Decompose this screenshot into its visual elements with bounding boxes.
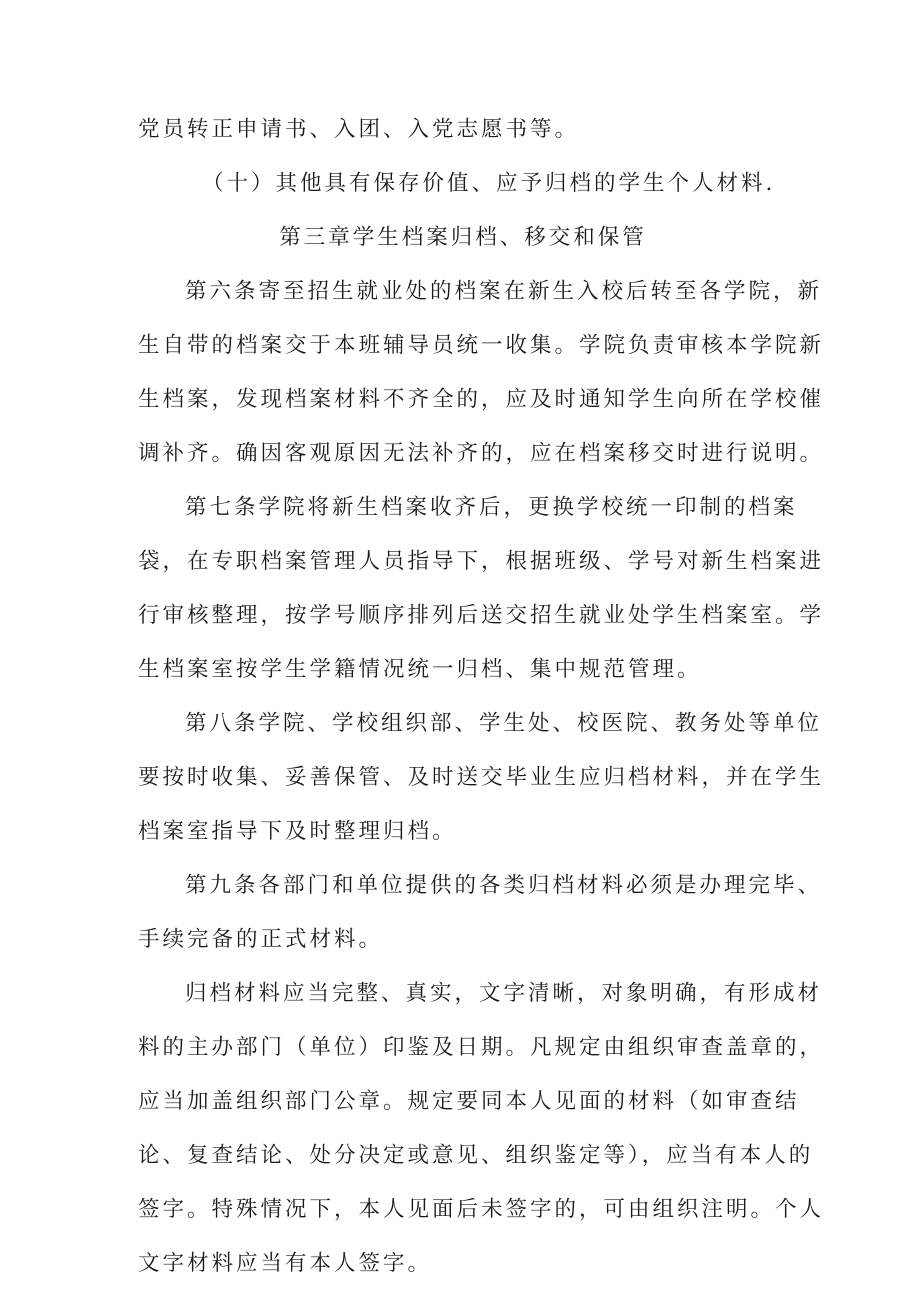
text-line: （十）其他具有保存价值、应予归档的学生个人材料. — [202, 171, 776, 196]
text-line: 论、复查结论、处分决定或意见、组织鉴定等），应当有本人的 — [138, 1143, 814, 1168]
archive-requirements — [138, 967, 825, 1291]
document-page — [138, 103, 825, 1291]
chapter-heading — [138, 211, 788, 265]
text-line: 党员转正申请书、入团、入党志愿书等。 — [138, 117, 580, 142]
article-eight — [138, 697, 825, 859]
text-line: 第九条各部门和单位提供的各类归档材料必须是办理完毕、 — [185, 873, 823, 898]
article-nine — [138, 859, 823, 967]
text-line: 第八条学院、学校组织部、学生处、校医院、教务处等单位 — [185, 711, 823, 736]
text-line: 应当加盖组织部门公章。规定要同本人见面的材料（如审查结 — [138, 1089, 800, 1114]
chapter-title: 第三章学生档案归档、移交和保管 — [279, 225, 647, 250]
text-line: 料的主办部门（单位）印鉴及日期。凡规定由组织审查盖章的， — [138, 1035, 825, 1060]
text-line: 袋，在专职档案管理人员指导下，根据班级、学号对新生档案进 — [138, 549, 825, 574]
text-line: 档案室指导下及时整理归档。 — [138, 819, 457, 844]
text-line: 手续完备的正式材料。 — [138, 927, 384, 952]
text-line: 文字材料应当有本人签字。 — [138, 1251, 433, 1276]
text-line: 行审核整理，按学号顺序排列后送交招生就业处学生档案室。学 — [138, 603, 825, 628]
text-line: 第六条寄至招生就业处的档案在新生入校后转至各学院，新 — [185, 279, 823, 304]
text-line: 归档材料应当完整、真实，文字清晰，对象明确，有形成材 — [185, 981, 823, 1006]
text-line: 签字。特殊情况下，本人见面后未签字的，可由组织注明。个人 — [138, 1197, 825, 1222]
text-line: 生自带的档案交于本班辅导员统一收集。学院负责审核本学院新 — [138, 333, 825, 358]
text-line: 要按时收集、妥善保管、及时送交毕业生应归档材料，并在学生 — [138, 765, 825, 790]
article-six — [138, 265, 825, 481]
text-line: 生档案室按学生学籍情况统一归档、集中规范管理。 — [138, 657, 702, 682]
text-line: 调补齐。确因客观原因无法补齐的，应在档案移交时进行说明。 — [138, 441, 825, 466]
paragraph-item-ten — [138, 157, 788, 211]
text-line: 第七条学院将新生档案收齐后，更换学校统一印制的档案 — [185, 495, 798, 520]
text-line: 生档案，发现档案材料不齐全的，应及时通知学生向所在学校催 — [138, 387, 825, 412]
paragraph-continuation — [138, 103, 788, 157]
article-seven — [138, 481, 825, 697]
